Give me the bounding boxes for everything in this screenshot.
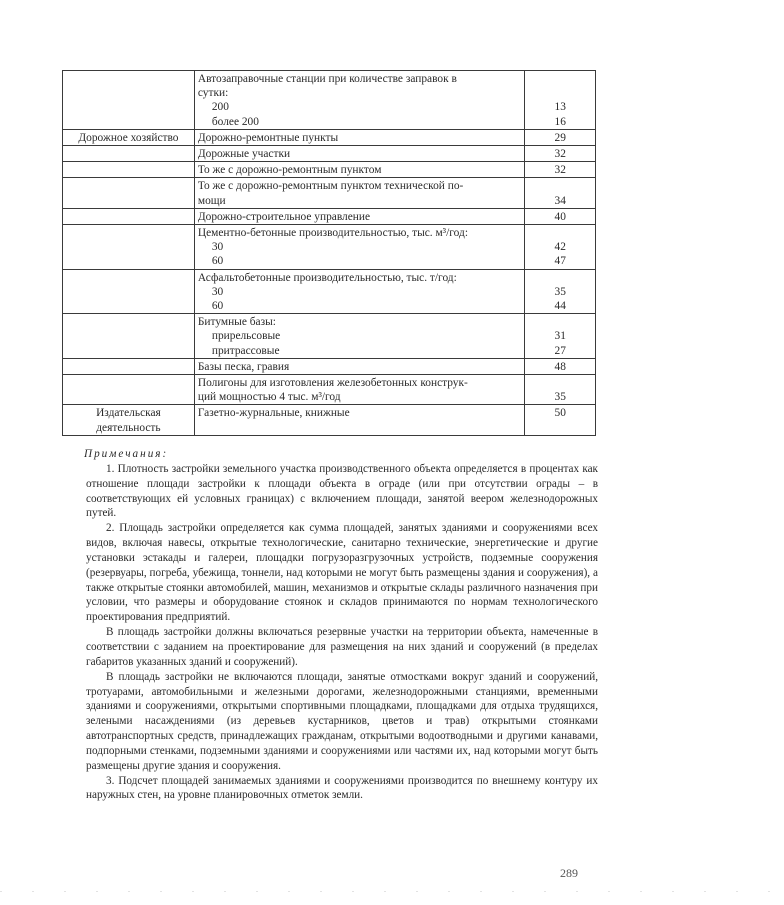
name-cell [194, 405, 525, 435]
sub-item: 30 [211, 285, 224, 298]
name-line: Автозаправочные станции при количестве заправок в [197, 73, 457, 85]
value-cell [525, 225, 596, 270]
norms-table-last-body [63, 405, 596, 435]
table-row [63, 358, 596, 374]
name-cell [194, 71, 525, 130]
name-cell [194, 146, 525, 162]
category-cell [63, 178, 195, 208]
sub-item: прирельсовые [211, 330, 281, 343]
value-text: 32 [554, 148, 566, 161]
category-cell [63, 269, 195, 314]
name-line: мощи [197, 194, 226, 207]
table-row [63, 178, 596, 208]
scan-noise: . . . . . . . . . . . . . . . . . . . . . . . . . [0, 885, 784, 894]
note-paragraph: В площадь застройки не включаются площади, занятые отмостками вокруг зданий и сооружений, тротуарами, автомобильными и железными дорогами, железнодорожными станциями, временными зданиями и сооружениями, открытыми спортивными площадками, площадками для отдыха трудящихся, зелеными насаждениями (из деревьев кустарников, цветов и трав) открытыми стоянками автотранспортных средств, принадлежащих гражданам, открытыми водоотводными и другими канавами, подпорными стенками, подземными зданиями и сооружениями или частями их, над которыми могут быть размещены другие здания и сооружения. [86, 670, 598, 772]
norms-table [62, 70, 596, 436]
value-cell [525, 314, 596, 359]
value-text [528, 315, 592, 329]
name-line: Дорожно-ремонтные пункты [197, 131, 339, 144]
category-cell [63, 146, 195, 162]
name-cell [194, 129, 525, 145]
value-text: 35 [554, 285, 566, 298]
sub-item: притрассовые [211, 344, 280, 357]
value-text: 40 [554, 210, 566, 223]
value-text: 27 [554, 344, 566, 357]
table-row [63, 314, 596, 359]
value-text: 48 [554, 360, 566, 373]
value-text [528, 72, 592, 86]
value-cell [525, 358, 596, 374]
sub-item: 30 [211, 241, 224, 254]
sub-item: 60 [211, 300, 224, 313]
name-line: То же с дорожно-ремонтным пунктом [197, 164, 382, 177]
name-cell [194, 375, 525, 405]
name-line: ций мощностью 4 тыс. м³/год [197, 391, 341, 404]
category-cell [63, 314, 195, 359]
name-line: Битумные базы: [197, 316, 276, 329]
category-cell [63, 129, 195, 145]
name-line: Дорожные участки [197, 148, 291, 161]
value-text: 42 [554, 241, 566, 254]
value-text: 35 [554, 391, 566, 404]
category-cell [63, 405, 195, 435]
table-row [63, 162, 596, 178]
category-cell [63, 375, 195, 405]
notes-header: Примечания: [84, 448, 169, 460]
name-cell [194, 162, 525, 178]
value-text: 32 [554, 164, 566, 177]
category-cell [63, 162, 195, 178]
value-cell [525, 129, 596, 145]
table-row [63, 146, 596, 162]
table-row [63, 225, 596, 270]
category-cell [63, 225, 195, 270]
table-row [63, 375, 596, 405]
name-line: Базы песка, гравия [197, 360, 290, 373]
category-text: Дорожное хозяйство [78, 131, 179, 144]
value-cell [525, 375, 596, 405]
note-paragraph: 3. Подсчет площадей занимаемых зданиями и сооружениями производится по внешнему контуру их наружных стен, на уровне планировочных отметок земли. [86, 774, 598, 802]
notes-section [86, 447, 598, 803]
table-row [63, 129, 596, 145]
note-paragraph: 2. Площадь застройки определяется как сумма площадей, занятых зданиями и сооружениями всех видов, включая навесы, открытые технологические, санитарно технические, энергетические и другие установки эстакады и галереи, площадки погрузоразгрузочных устройств, подземные сооружения (резервуары, погреба, убежища, тоннели, над которыми не могут быть размещены здания и сооружения), а также открытые стоянки автомобилей, машин, механизмов и открытые склады различного назначения при условии, что размеры и оборудование стоянок и складов принимаются по нормам технологического проектирования предприятий. [86, 522, 598, 624]
value-text: 50 [554, 407, 566, 420]
name-line: Дорожно-строительное управление [197, 210, 371, 223]
table-row [63, 208, 596, 224]
name-cell [194, 314, 525, 359]
value-spacer [528, 179, 592, 193]
name-cell [194, 358, 525, 374]
table-row [63, 405, 596, 435]
name-cell [194, 208, 525, 224]
value-text: 34 [554, 194, 566, 207]
category-line: деятельность [96, 421, 161, 434]
name-line: То же с дорожно-ремонтным пунктом технической по- [197, 180, 464, 193]
name-line: сутки: [197, 87, 229, 100]
value-text: 13 [554, 101, 566, 114]
table-row [63, 71, 596, 130]
name-line: Цементно-бетонные производительностью, тыс. м³/год: [197, 227, 468, 240]
name-line: Асфальтобетонные производительностью, тыс. т/год: [197, 271, 457, 284]
value-cell [525, 269, 596, 314]
value-text: 16 [554, 115, 566, 128]
name-line: Газетно-журнальные, книжные [197, 407, 350, 420]
sub-item: 200 [211, 101, 229, 114]
page-number: 289 [560, 866, 578, 880]
name-cell [194, 225, 525, 270]
value-cell [525, 71, 596, 130]
category-line: Издательская [96, 407, 161, 420]
value-text [528, 226, 592, 240]
name-cell [194, 178, 525, 208]
value-spacer [528, 376, 592, 390]
value-text [528, 86, 592, 100]
value-text [528, 271, 592, 285]
name-line: Полигоны для изготовления железобетонных конструк- [197, 377, 468, 390]
note-paragraph: В площадь застройки должны включаться резервные участки на территории объекта, намеченные в соответствии с заданием на проектирование для размещения на них зданий и сооружений (в пределах габаритов указанных зданий и сооружений). [86, 626, 598, 668]
value-text: 47 [554, 255, 566, 268]
value-text: 31 [554, 330, 566, 343]
name-cell [194, 269, 525, 314]
norms-table-body [63, 71, 596, 405]
table-row [63, 269, 596, 314]
value-cell [525, 146, 596, 162]
sub-item: 60 [211, 255, 224, 268]
note-paragraph: 1. Плотность застройки земельного участка производственного объекта определяется в процентах как отношение площади застройки к площади объекта в ограде (или при отсутствии ограды – в соответствующих ей условных границах) с включением площади, занятой веером железнодорожных путей. [86, 462, 598, 520]
value-cell [525, 405, 596, 435]
value-text: 44 [554, 300, 566, 313]
category-cell [63, 71, 195, 130]
value-text: 29 [554, 131, 566, 144]
value-cell [525, 178, 596, 208]
value-cell [525, 208, 596, 224]
sub-item: более 200 [211, 115, 259, 128]
value-cell [525, 162, 596, 178]
category-cell [63, 208, 195, 224]
category-cell [63, 358, 195, 374]
